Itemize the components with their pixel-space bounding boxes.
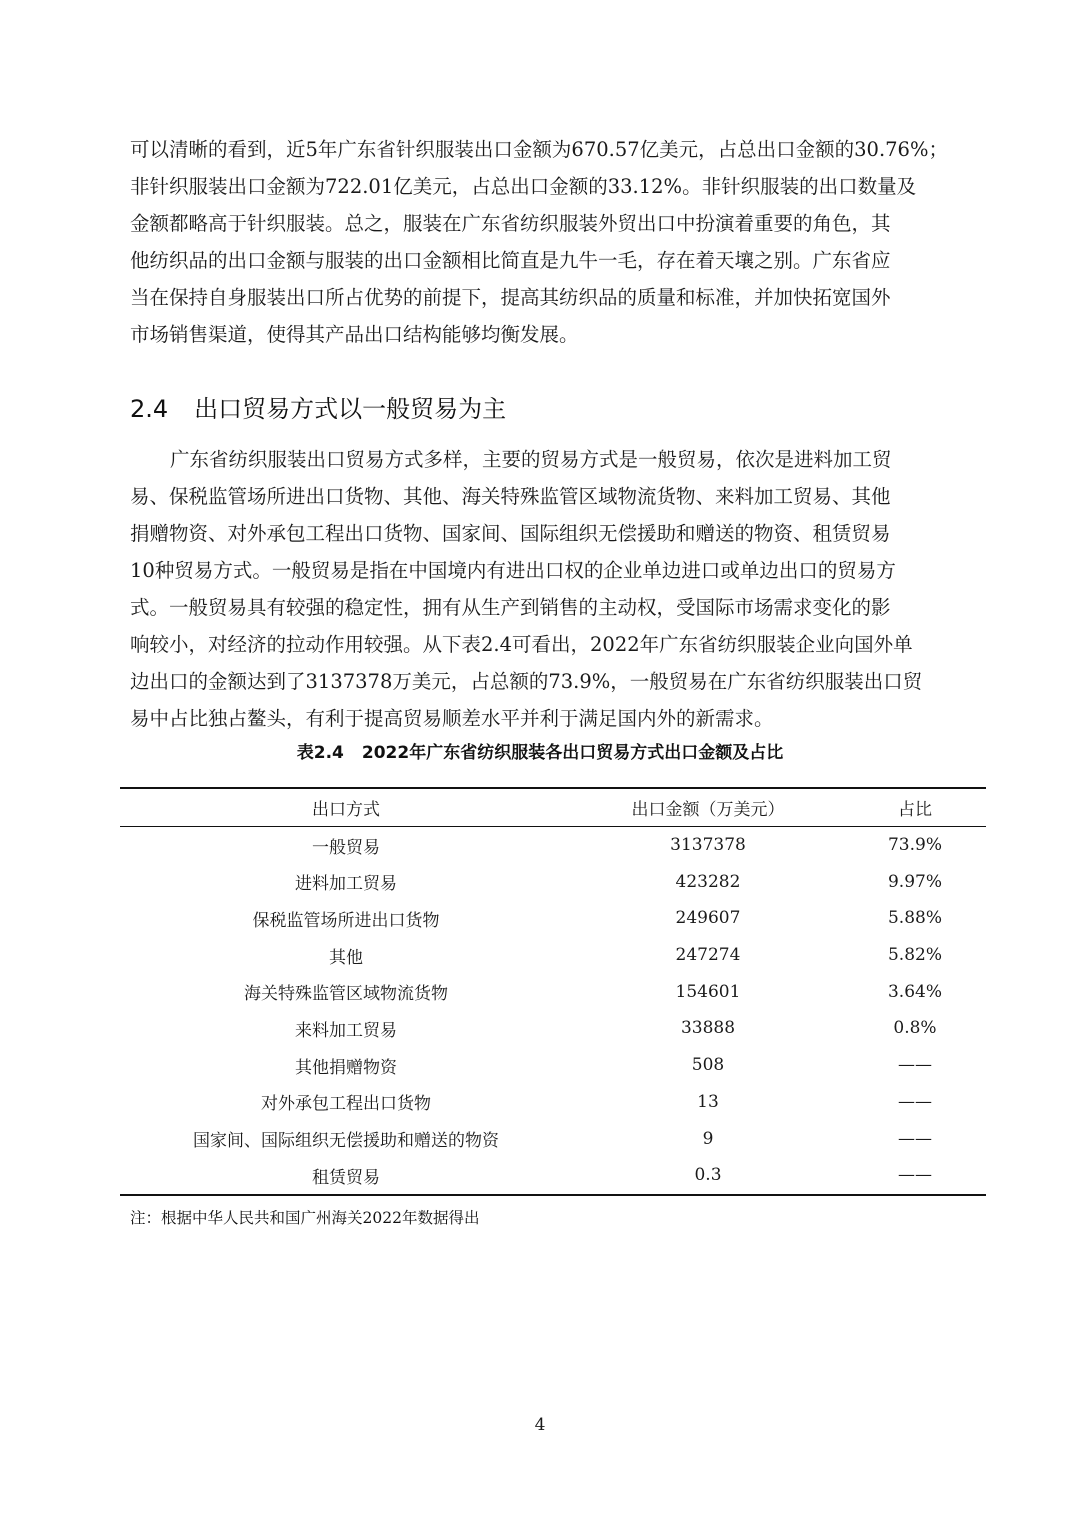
paragraph-line: 当在保持自身服装出口所占优势的前提下，提高其纺织品的质量和标准，并加快拓宽国外 (130, 286, 891, 309)
cell-method: 来料加工贸易 (295, 1020, 397, 1041)
section-number: 2.4 (130, 395, 169, 423)
cell-share: —— (898, 1165, 932, 1186)
cell-share: 5.88% (887, 908, 942, 929)
paragraph-line: 式。一般贸易具有较强的稳定性，拥有从生产到销售的主动权，受国际市场需求变化的影 (130, 596, 891, 619)
cell-method: 保税监管场所进出口货物 (252, 910, 440, 931)
cell-method: 海关特殊监管区域物流货物 (244, 984, 448, 1005)
table-row (120, 1157, 986, 1195)
cell-method: 其他捐赠物资 (295, 1057, 397, 1078)
table-header-row (120, 788, 986, 826)
paragraph-line: 他纺织品的出口金额与服装的出口金额相比简直是九牛一毛，存在着天壤之别。广东省应 (130, 249, 891, 272)
paragraph-line: 10种贸易方式。一般贸易是指在中国境内有进出口权的企业单边进口或单边出口的贸易方 (130, 559, 896, 582)
cell-share: —— (898, 1091, 932, 1112)
paragraph-clothing-export-summary (130, 131, 980, 353)
table-row (120, 1084, 986, 1121)
cell-amount: 13 (697, 1091, 719, 1112)
paragraph-line: 响较小，对经济的拉动作用较强。从下表2.4可看出，2022年广东省纺织服装企业向国外单 (130, 633, 913, 656)
cell-share: —— (898, 1128, 932, 1149)
cell-amount: 249607 (675, 908, 741, 929)
header-share: 占比 (844, 788, 986, 826)
paragraph-line: 广东省纺织服装出口贸易方式多样，主要的贸易方式是一般贸易，依次是进料加工贸 (170, 448, 892, 471)
table-row (120, 1047, 986, 1084)
section-title: 出口贸易方式以一般贸易为主 (194, 395, 507, 423)
paragraph-line: 易中占比独占鳌头，有利于提高贸易顺差水平并利于满足国内外的新需求。 (130, 707, 774, 730)
cell-share: —— (898, 1055, 932, 1076)
cell-amount: 9 (702, 1128, 714, 1149)
paragraph-line: 易、保税监管场所进出口货物、其他、海关特殊监管区域物流货物、来料加工贸易、其他 (130, 485, 891, 508)
cell-method: 租赁贸易 (312, 1167, 380, 1188)
cell-amount: 33888 (680, 1018, 736, 1039)
cell-share: 9.97% (887, 871, 942, 892)
section-heading (130, 389, 506, 424)
table-row (120, 1120, 986, 1157)
cell-amount: 247274 (675, 945, 741, 966)
table-row (120, 900, 986, 937)
paragraph-line: 可以清晰的看到，近5年广东省针织服装出口金额为670.57亿美元，占总出口金额的30.76%； (130, 138, 948, 161)
paragraph-line: 边出口的金额达到了3137378万美元，占总额的73.9%，一般贸易在广东省纺织服装出口贸 (130, 670, 923, 693)
cell-method: 一般贸易 (312, 837, 380, 858)
cell-amount: 423282 (675, 871, 741, 892)
cell-amount: 3137378 (670, 835, 746, 856)
header-export-amount: 出口金额（万美元） (572, 788, 844, 826)
table-row (120, 1010, 986, 1047)
cell-share: 3.64% (887, 981, 942, 1002)
table-caption-number: 表2.4 (296, 743, 344, 763)
table-caption (0, 738, 1080, 763)
cell-amount: 0.3 (694, 1165, 722, 1186)
table-row (120, 826, 986, 863)
cell-method: 其他 (329, 947, 363, 968)
paragraph-line: 捐赠物资、对外承包工程出口货物、国家间、国际组织无偿援助和赠送的物资、租赁贸易 (130, 522, 891, 545)
page-number: 4 (534, 1415, 546, 1435)
export-methods-table (120, 787, 986, 1196)
cell-method: 国家间、国际组织无偿援助和赠送的物资 (193, 1131, 499, 1152)
table-row (120, 973, 986, 1010)
cell-method: 进料加工贸易 (295, 874, 397, 895)
table-caption-title: 2022年广东省纺织服装各出口贸易方式出口金额及占比 (361, 743, 784, 763)
cell-amount: 508 (691, 1055, 725, 1076)
cell-amount: 154601 (675, 981, 741, 1002)
header-export-method: 出口方式 (120, 788, 572, 826)
cell-share: 0.8% (893, 1018, 937, 1039)
table-row (120, 863, 986, 900)
paragraph-line: 金额都略高于针织服装。总之，服装在广东省纺织服装外贸出口中扮演着重要的角色，其 (130, 212, 891, 235)
table-row (120, 937, 986, 974)
paragraph-line: 市场销售渠道，使得其产品出口结构能够均衡发展。 (130, 323, 579, 346)
paragraph-line: 非针织服装出口金额为722.01亿美元，占总出口金额的33.12%。非针织服装的出口数量及 (130, 175, 917, 198)
cell-method: 对外承包工程出口货物 (261, 1094, 431, 1115)
cell-share: 73.9% (887, 835, 942, 856)
paragraph-trade-methods (130, 441, 980, 737)
cell-share: 5.82% (887, 945, 942, 966)
table-source-note: 注：根据中华人民共和国广州海关2022年数据得出 (130, 1209, 480, 1227)
